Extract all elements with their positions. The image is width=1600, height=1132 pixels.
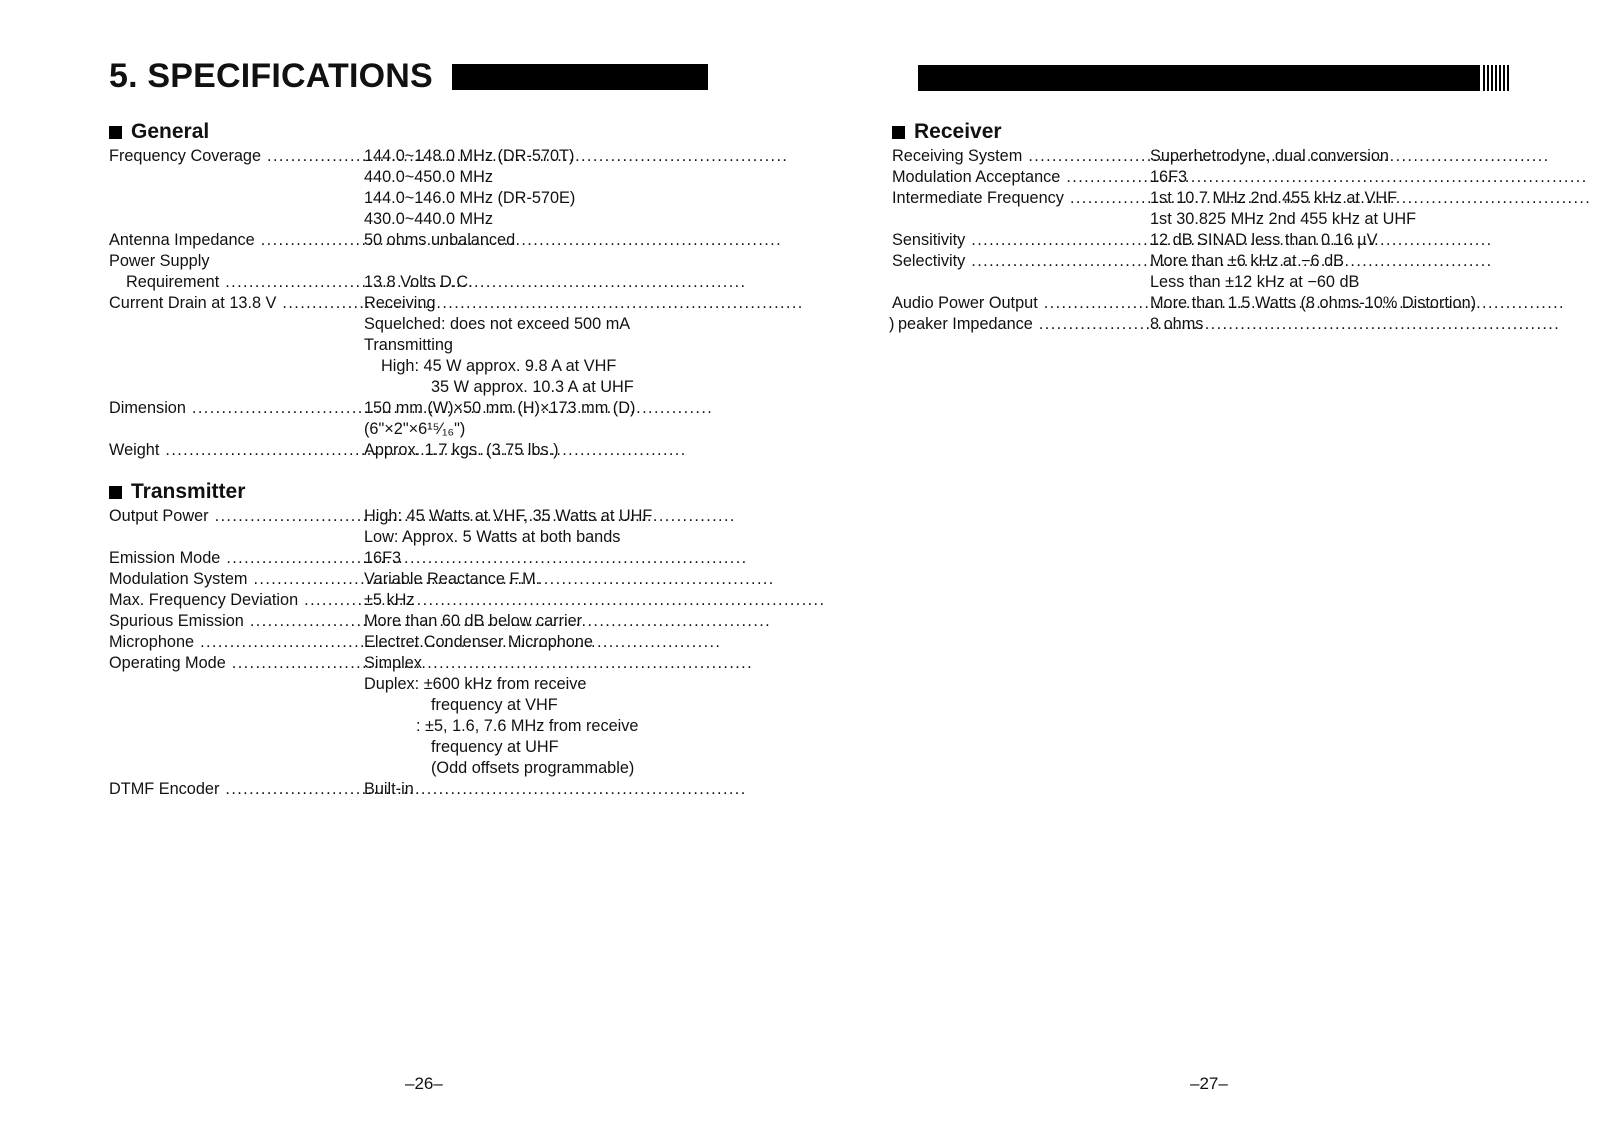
page-number: –27– (1190, 1074, 1228, 1093)
chapter-header (109, 56, 433, 96)
spec-label: Sensitivity (892, 231, 966, 249)
spec-value: 150 mm (W)×50 mm (H)×173 mm (D) (364, 399, 636, 417)
spec-label: peaker Impedance (898, 315, 1033, 333)
spec-value: 1st 30.825 MHz 2nd 455 kHz at UHF (1150, 210, 1417, 228)
spec-label: Modulation Acceptance (892, 168, 1061, 186)
spec-row-spurious-emission (109, 611, 652, 632)
spec-row-weight (109, 440, 635, 461)
spec-row-operating-mode (109, 653, 652, 779)
spec-value: Receiving (364, 294, 436, 312)
spec-value: High: 45 W approx. 9.8 A at VHF (381, 357, 617, 375)
spec-value: More than ±6 kHz at −6 dB (1150, 252, 1345, 270)
spec-label: Antenna Impedance (109, 231, 255, 249)
spec-row-emission-mode (109, 548, 652, 569)
spec-label: Weight (109, 441, 160, 459)
title-bar (918, 65, 1480, 91)
title-bar (452, 64, 708, 90)
spec-label: Modulation System (109, 570, 248, 588)
spec-row-microphone (109, 632, 652, 653)
spec-label: Dimension (109, 399, 186, 417)
right-page (800, 0, 1600, 1132)
spec-value: High: 45 Watts at VHF, 35 Watts at UHF (364, 507, 653, 525)
spec-label: DTMF Encoder (109, 780, 220, 798)
square-bullet-icon (892, 126, 905, 139)
spec-value: Approx. 1.7 kgs. (3.75 lbs.) (364, 441, 559, 459)
spec-label: Emission Mode (109, 549, 221, 567)
spec-row-receiving-system (892, 146, 1476, 167)
spec-value: 12 dB SINAD less than 0.16 µV (1150, 231, 1378, 249)
spec-value: frequency at VHF (431, 696, 558, 714)
spec-row-modulation-acceptance (892, 167, 1476, 188)
spec-row-output-power (109, 506, 652, 548)
spec-value: 8 ohms (1150, 315, 1204, 333)
spec-value: 440.0~450.0 MHz (364, 168, 493, 186)
spec-row-requirement (109, 272, 635, 293)
receiver-section (889, 118, 1477, 335)
spec-row-speaker-impedance: ) peaker Impedance ..... 8 ohms (892, 314, 1476, 335)
spec-value: 50 ohms unbalanced (364, 231, 516, 249)
page-number: –26– (405, 1074, 443, 1093)
section-heading: General (109, 118, 635, 146)
square-bullet-icon (109, 486, 122, 499)
general-section (109, 118, 635, 461)
spec-row-dimension (109, 398, 635, 440)
spec-row-modulation-system (109, 569, 652, 590)
dot-leader (261, 230, 782, 251)
spec-row-max-frequency-deviation (109, 590, 652, 611)
spec-row-current-drain (109, 293, 635, 398)
spec-value: 13.8 Volts D.C. (364, 273, 473, 291)
spec-label: Requirement (126, 273, 220, 291)
spec-value: Simplex (364, 654, 422, 672)
spec-label: Frequency Coverage (109, 147, 262, 165)
spec-row-audio-power-output (892, 293, 1476, 314)
spec-value: 430.0~440.0 MHz (364, 210, 493, 228)
spec-label: Intermediate Frequency (892, 189, 1064, 207)
spec-value: 16F3 (1150, 168, 1188, 186)
spec-value: Low: Approx. 5 Watts at both bands (364, 528, 621, 546)
spec-label: Audio Power Output (892, 294, 1038, 312)
spec-value: More than 60 dB below carrier (364, 612, 583, 630)
section-heading: Receiver (892, 118, 1476, 146)
dot-leader (225, 272, 746, 293)
spec-value: 1st 10.7 MHz 2nd 455 kHz at VHF (1150, 189, 1398, 207)
spec-row-power-supply (109, 251, 635, 272)
spec-label: Output Power (109, 507, 209, 525)
dot-leader (225, 779, 746, 800)
spec-label: Spurious Emission (109, 612, 244, 630)
spec-value: 144.0~146.0 MHz (DR-570E) (364, 189, 576, 207)
spec-value: ±5 kHz (364, 591, 415, 609)
spec-label: Operating Mode (109, 654, 226, 672)
spec-value: Duplex: ±600 kHz from receive (364, 675, 587, 693)
spec-value: frequency at UHF (431, 738, 559, 756)
spec-label: Receiving System (892, 147, 1023, 165)
spec-value: Transmitting (364, 336, 453, 354)
dot-leader (1039, 314, 1560, 335)
spec-row-selectivity (892, 251, 1476, 293)
spec-row-sensitivity (892, 230, 1476, 251)
spec-value: 35 W approx. 10.3 A at UHF (431, 378, 634, 396)
spec-label: Current Drain at 13.8 V (109, 294, 277, 312)
spec-value: Superhetrodyne, dual conversion (1150, 147, 1389, 165)
spec-row-frequency-coverage (109, 146, 635, 230)
hatch-pattern (1483, 65, 1509, 91)
spec-value: Squelched: does not exceed 500 mA (364, 315, 631, 333)
dot-leader (226, 548, 747, 569)
spec-value: : ±5, 1.6, 7.6 MHz from receive (416, 717, 639, 735)
spec-value: 144.0~148.0 MHz (DR-570T) (364, 147, 575, 165)
spec-row-antenna-impedance (109, 230, 635, 251)
spec-value: More than 1.5 Watts (8 ohms-10% Distortion) (1150, 294, 1477, 312)
spec-value: Electret Condenser Microphone (364, 633, 593, 651)
chapter-title: 5. SPECIFICATIONS (109, 56, 433, 95)
spec-row-intermediate-frequency (892, 188, 1476, 230)
section-heading: Transmitter (109, 478, 652, 506)
square-bullet-icon (109, 126, 122, 139)
spec-row-dtmf-encoder (109, 779, 652, 800)
spec-value: Variable Reactance F.M. (364, 570, 541, 588)
spec-label: Microphone (109, 633, 195, 651)
spec-value: (6"×2"×6¹⁵⁄₁₆") (364, 420, 466, 438)
transmitter-section (109, 478, 652, 800)
spec-value: 16F3 (364, 549, 402, 567)
spec-value: Less than ±12 kHz at −60 dB (1150, 273, 1360, 291)
dot-leader (1066, 167, 1587, 188)
spec-label: Selectivity (892, 252, 966, 270)
spec-value: Built-in (364, 780, 414, 798)
spec-value: (Odd offsets programmable) (431, 759, 635, 777)
spec-label: Max. Frequency Deviation (109, 591, 299, 609)
spec-label: Power Supply (109, 252, 210, 270)
